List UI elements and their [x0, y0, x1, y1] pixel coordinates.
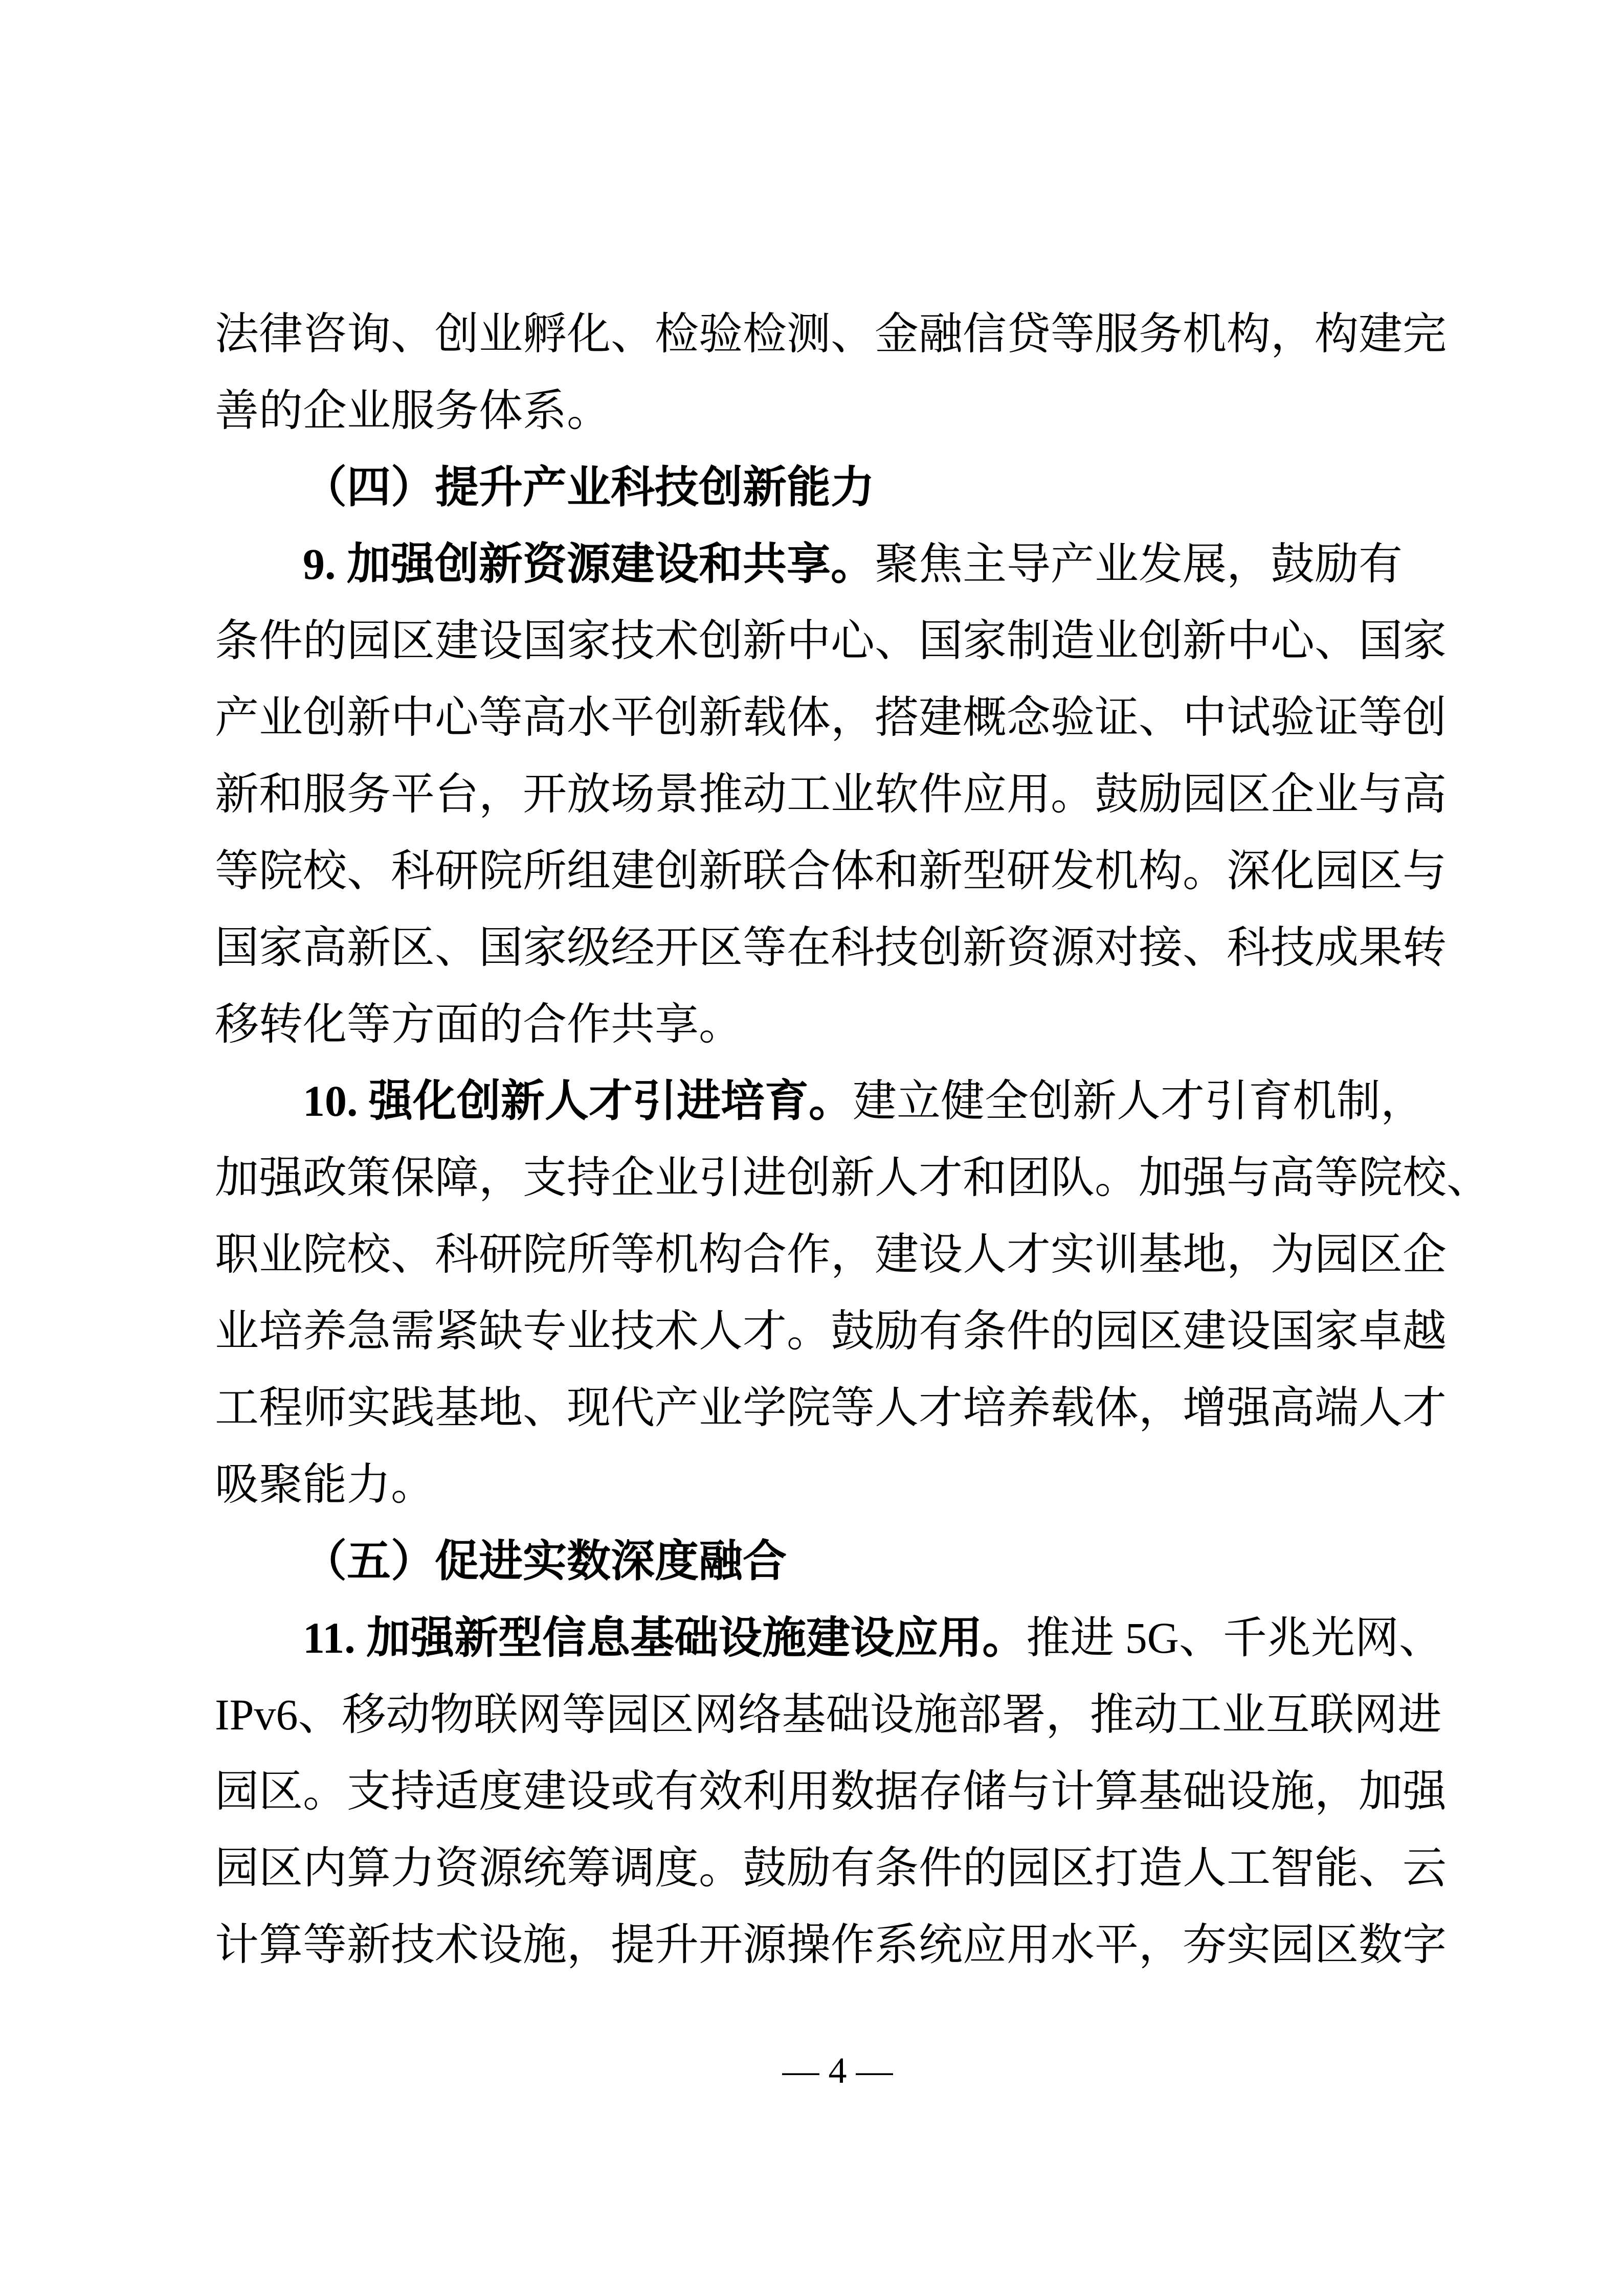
line-regular-text: 建立健全创新人才引育机制， [853, 1076, 1425, 1126]
line-bold-text: （五）促进实数深度融合 [303, 1537, 787, 1586]
text-line [215, 909, 1448, 986]
line-regular-text: 园区。支持适度建设或有效利用数据存储与计算基础设施，加强 [215, 1767, 1447, 1816]
text-line [215, 1830, 1448, 1906]
line-regular-text: 善的企业服务体系。 [215, 386, 611, 435]
line-regular-text: 业培养急需紧缺专业技术人才。鼓励有条件的园区建设国家卓越 [215, 1307, 1447, 1356]
text-line [215, 1906, 1448, 1983]
text-line [215, 1600, 1448, 1676]
text-line [215, 1139, 1490, 1216]
line-regular-text: 法律咨询、创业孵化、检验检测、金融信贷等服务机构，构建完 [215, 309, 1447, 358]
text-line [215, 1676, 1448, 1753]
text-line [215, 296, 1448, 372]
line-regular-text: 园区内算力资源统筹调度。鼓励有条件的园区打造人工智能、云 [215, 1843, 1447, 1893]
section-heading [215, 1523, 1448, 1600]
text-line [215, 1216, 1448, 1293]
text-line [215, 1293, 1448, 1369]
line-regular-text: 国家高新区、国家级经开区等在科技创新资源对接、科技成果转 [215, 923, 1447, 972]
text-line [215, 602, 1448, 679]
line-bold-text: 11. 加强新型信息基础设施建设应用。 [303, 1613, 1027, 1662]
text-line [215, 1063, 1448, 1139]
line-regular-text: 推进 5G、千兆光网、 [1026, 1613, 1443, 1662]
line-regular-text: 加强政策保障，支持企业引进创新人才和团队。加强与高等院校、 [215, 1153, 1490, 1202]
line-regular-text: 工程师实践基地、现代产业学院等人才培养载体，增强高端人才 [215, 1383, 1447, 1432]
line-regular-text: 产业创新中心等高水平创新载体，搭建概念验证、中试验证等创 [215, 693, 1447, 742]
document-body [215, 296, 1490, 1983]
text-line [215, 1446, 1448, 1523]
line-regular-text: 聚焦主导产业发展，鼓励有 [875, 539, 1403, 589]
line-regular-text: 等院校、科研院所组建创新联合体和新型研发机构。深化园区与 [215, 846, 1447, 895]
text-line [215, 756, 1448, 832]
line-regular-text: 计算等新技术设施，提升开源操作系统应用水平，夯实园区数字 [215, 1920, 1447, 1969]
line-regular-text: 职业院校、科研院所等机构合作，建设人才实训基地，为园区企 [215, 1230, 1447, 1279]
line-regular-text: 新和服务平台，开放场景推动工业软件应用。鼓励园区企业与高 [215, 770, 1447, 819]
page-number: — 4 — [782, 2050, 893, 2091]
line-bold-text: （四）提升产业科技创新能力 [303, 463, 875, 512]
text-line [215, 526, 1448, 602]
line-regular-text: 条件的园区建设国家技术创新中心、国家制造业创新中心、国家 [215, 616, 1447, 665]
line-bold-text: 9. 加强创新资源建设和共享。 [303, 539, 875, 589]
text-line [215, 1369, 1448, 1446]
text-line [215, 679, 1448, 756]
text-line [215, 986, 1448, 1063]
line-regular-text: IPv6、移动物联网等园区网络基础设施部署，推动工业互联网进 [215, 1690, 1442, 1739]
text-line [215, 832, 1448, 909]
line-bold-text: 10. 强化创新人才引进培育。 [303, 1076, 853, 1126]
text-line [215, 1753, 1448, 1830]
text-line [215, 372, 1448, 449]
line-regular-text: 移转化等方面的合作共享。 [215, 1000, 743, 1049]
section-heading [215, 449, 1448, 526]
line-regular-text: 吸聚能力。 [215, 1460, 435, 1509]
